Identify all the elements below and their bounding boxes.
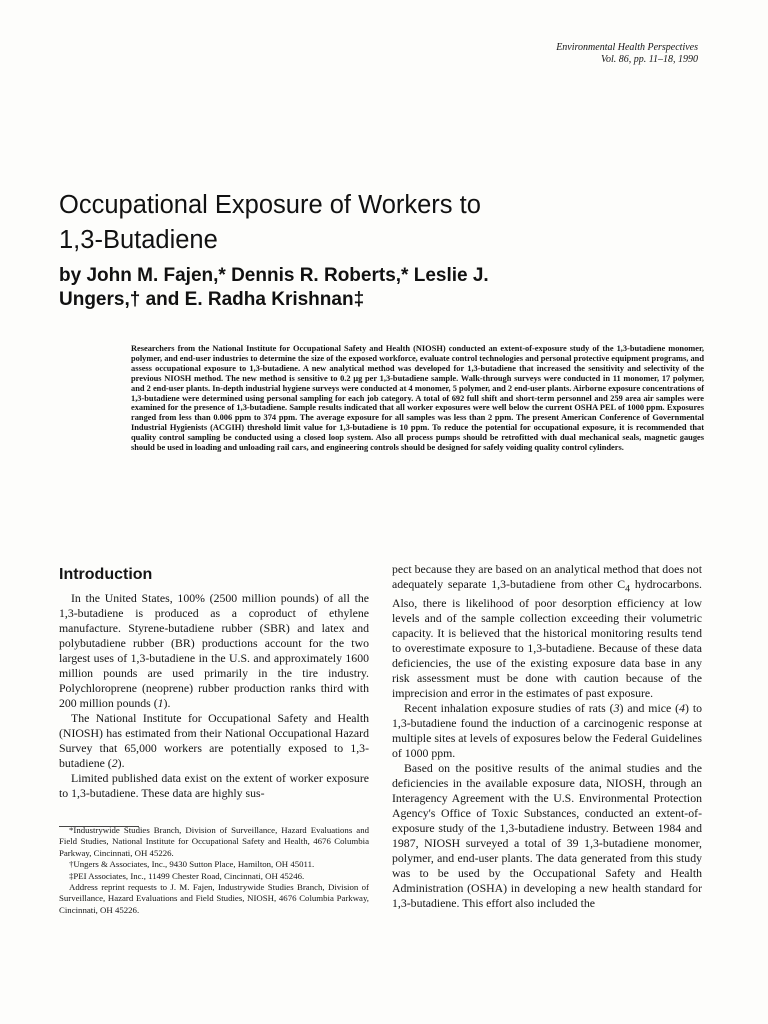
authors-line-2: Ungers,† and E. Radha Krishnan‡ xyxy=(59,289,365,310)
right-p1-text: pect because they are based on an analytical method that does not adequately separate 1,3-butadiene from other C xyxy=(392,562,702,591)
footnotes xyxy=(59,825,369,916)
right-p2-text: Recent inhalation exposure studies of rats ( xyxy=(404,701,614,716)
abstract: Researchers from the National Institute for Occupational Safety and Health (NIOSH) conducted an extent-of-exposure study of the 1,3-butadiene monomer, polymer, and end-user industries to determine the size of the exposed workforce, evaluate control technologies and personal protective equipment programs, and assess occupational exposure to 1,3-butadiene. A new analytical method was developed for 1,3-butadiene that increased the sensitivity and selectivity of the previous NIOSH method. The new method is sensitive to 0.2 µg per 1,3-butadiene sample. Walk-through surveys were conducted in 11 monomer, 17 polymer, and 2 end-user plants. In-depth industrial hygiene surveys were conducted at 4 monomer, 5 polymer, and 2 end-user plants. Airborne exposure concentrations of 1,3-butadiene were determined using personal sampling for each job category. A total of 692 full shift and short-term personnel and 259 area air samples were examined for the presence of 1,3-butadiene. Sample results indicated that all worker exposures were well below the current OSHA PEL of 1000 ppm. Exposures ranged from less than 0.006 ppm to 374 ppm. The average exposure for all samples was less than 2 ppm. The present American Conference of Governmental Industrial Hygienists (ACGIH) threshold limit value for 1,3-butadiene is 10 ppm. To reduce the potential for occupational exposure, it is recommended that quality control sampling be conducted using a closed loop system. Also all process pumps should be retrofitted with dual mechanical seals, magnetic gauges should be used in loading and unloading rail cars, and engineering controls should be designed for safely voiding quality control cylinders. xyxy=(131,344,704,453)
citation-ref-3[interactable]: 3 xyxy=(613,701,620,716)
right-p1-rest: hydrocarbons. Also, there is likelihood of poor desorption efficiency at low levels and of the sample collection exceeding their volumetric capacity. It is believed that the historical monitoring results tend to overestimate exposure to 1,3-butadiene. Because of these data deficiencies, the use of the existing exposure data base in any risk assessment must be done with caution because of the imprecision and error in the estimates of past exposure. xyxy=(392,577,702,701)
intro-paragraph-3: Limited published data exist on the extent of worker exposure to 1,3-butadiene. These data are highly sus- xyxy=(59,771,369,800)
footnote-pei: ‡PEI Associates, Inc., 11499 Chester Road, Cincinnati, OH 45246. xyxy=(69,870,305,881)
footnote-niosh: *Industrywide Studies Branch, Division of Surveillance, Hazard Evaluations and Field Studies, National Institute for Occupational Safety and Health, 4676 Columbia Parkway, Cincinnati, OH 45226. xyxy=(59,825,369,858)
section-heading-introduction: Introduction xyxy=(59,566,153,583)
footnote-ungers: †Ungers & Associates, Inc., 9430 Sutton Place, Hamilton, OH 45011. xyxy=(69,859,315,870)
intro-paragraph-1 xyxy=(59,591,369,711)
right-p2-end: ) to 1,3-butadiene found the induction of a carcinogenic response at multiple sites at levels of exposures below the Federal Guidelines of 1000 ppm. xyxy=(392,701,702,761)
right-p2-mid: ) and mice ( xyxy=(619,701,680,716)
journal-citation: Vol. 86, pp. 11–18, 1990 xyxy=(600,54,698,65)
intro-paragraph-2 xyxy=(59,711,369,771)
intro-p2-text: The National Institute for Occupational Safety and Health (NIOSH) has estimated from their National Occupational Hazard Survey that 65,000 workers are potentially exposed to 1,3-butadiene ( xyxy=(59,711,369,770)
article-title xyxy=(59,188,699,258)
footnote-reprint: Address reprint requests to J. M. Fajen, Industrywide Studies Branch, Division of Surveillance, Hazard Evaluations and Field Studies, NIOSH, 4676 Columbia Parkway, Cincinnati, OH 45226. xyxy=(59,882,369,915)
left-column xyxy=(59,565,369,801)
right-paragraph-3: Based on the positive results of the animal studies and the deficiencies in the available exposure data, NIOSH, through an Interagency Agreement with the U.S. Environmental Protection Agency's Office of Toxic Substances, conducted an extent-of-exposure study of the 1,3-butadiene industry. Between 1984 and 1987, NIOSH surveyed a total of 39 1,3-butadiene monomer, polymer, and end-user plants. The data generated from this study was to be used by the Occupational Safety and Health Administration (OSHA) in developing a new health standard for 1,3-butadiene. This effort also included the xyxy=(392,761,702,911)
intro-p2-end: ). xyxy=(117,756,125,770)
intro-p1-text: In the United States, 100% (2500 million pounds) of all the 1,3-butadiene is produced as a coproduct of ethylene manufacture. Styrene-butadiene rubber (SBR) and latex and polybutadiene rubber (BR) productions account for the two largest uses of 1,3-butadiene in the U.S. and approximately 1600 million pounds are used primarily in the tire industry. Polychloroprene (neoprene) rubber production ranks third with 200 million pounds ( xyxy=(59,591,369,710)
authors-line-1: by John M. Fajen,* Dennis R. Roberts,* Leslie J. xyxy=(59,265,489,286)
title-line-2: 1,3-Butadiene xyxy=(59,226,218,254)
author-list xyxy=(59,264,719,312)
citation-ref-4[interactable]: 4 xyxy=(679,701,685,716)
right-column xyxy=(392,562,702,911)
citation-ref-2[interactable]: 2 xyxy=(111,756,118,770)
right-paragraph-2 xyxy=(392,701,702,761)
right-paragraph-1 xyxy=(392,562,702,701)
journal-name: Environmental Health Perspectives xyxy=(556,42,698,53)
title-line-1: Occupational Exposure of Workers to xyxy=(59,191,481,219)
intro-p1-end: ). xyxy=(163,696,171,710)
citation-ref-1[interactable]: 1 xyxy=(157,696,164,710)
journal-header xyxy=(556,42,698,66)
subscript-4: 4 xyxy=(625,583,631,595)
